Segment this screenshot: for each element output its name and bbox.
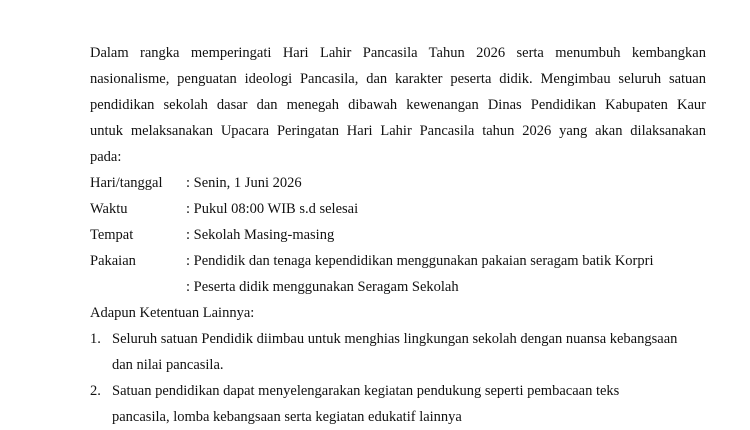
- intro-paragraph: [90, 40, 706, 170]
- provisions-list: [90, 326, 706, 430]
- list-item: [90, 378, 706, 430]
- date-label: Hari/tanggal: [90, 175, 163, 191]
- place-label: Tempat: [90, 227, 134, 243]
- provisions-heading: Adapun Ketentuan Lainnya:: [90, 305, 255, 321]
- place-value: : Sekolah Masing-masing: [186, 227, 335, 243]
- event-details: [90, 170, 706, 300]
- detail-row-date: [90, 170, 706, 196]
- list-line: dan nilai pancasila.: [112, 357, 224, 373]
- date-value: : Senin, 1 Juni 2026: [186, 175, 302, 191]
- list-line: pancasila, lomba kebangsaan serta kegiatan edukatif lainnya: [112, 409, 462, 425]
- intro-line: pada:: [90, 149, 122, 165]
- list-line: Seluruh satuan Pendidik diimbau untuk menghias lingkungan sekolah dengan nuansa kebangsaan: [112, 331, 678, 347]
- list-text: [112, 326, 706, 378]
- attire-value-staff: : Pendidik dan tenaga kependidikan menggunakan pakaian seragam batik Korpri: [186, 253, 654, 269]
- intro-line: pendidikan sekolah dasar dan menegah dibawah kewenangan Dinas Pendidikan Kabupaten Kaur: [90, 97, 706, 113]
- detail-row-place: [90, 222, 706, 248]
- list-number: 2.: [90, 383, 101, 399]
- detail-row-attire: [90, 248, 706, 274]
- list-text: [112, 378, 706, 430]
- attire-label: Pakaian: [90, 253, 136, 269]
- time-label: Waktu: [90, 201, 128, 217]
- intro-line: Dalam rangka memperingati Hari Lahir Pancasila Tahun 2026 serta menumbuh kembangkan: [90, 45, 706, 61]
- attire-value-students: : Peserta didik menggunakan Seragam Sekolah: [186, 279, 459, 295]
- intro-line: nasionalisme, penguatan ideologi Pancasila, dan karakter peserta didik. Mengimbau seluruh satuan: [90, 71, 706, 87]
- time-value: : Pukul 08:00 WIB s.d selesai: [186, 201, 359, 217]
- detail-row-time: [90, 196, 706, 222]
- document-page: [90, 40, 706, 430]
- list-line: Satuan pendidikan dapat menyelengarakan kegiatan pendukung seperti pembacaan teks: [112, 383, 620, 399]
- intro-line: untuk melaksanakan Upacara Peringatan Hari Lahir Pancasila tahun 2026 yang akan dilaksanakan: [90, 123, 706, 139]
- list-number: 1.: [90, 331, 101, 347]
- list-item: [90, 326, 706, 378]
